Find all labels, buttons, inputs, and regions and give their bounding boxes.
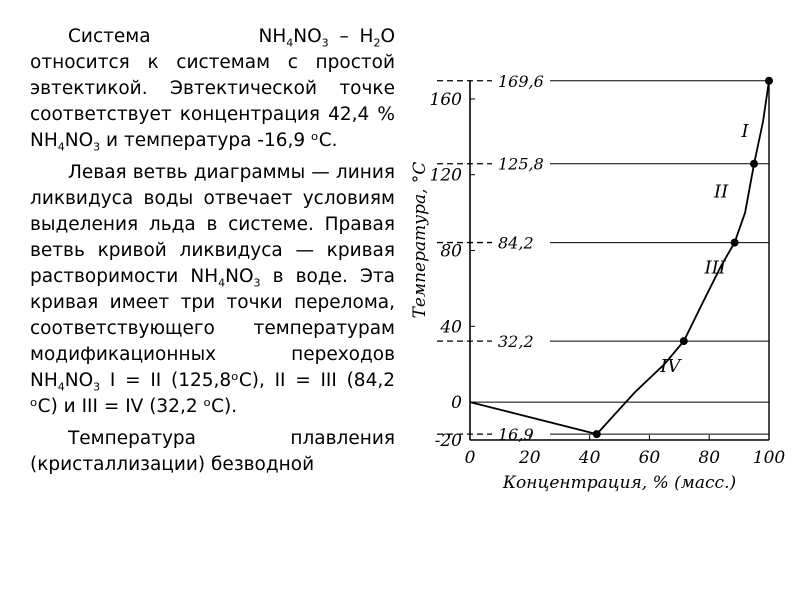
- text-span: I = II (125,8ᵒС), II = III (84,2 ᵒС) и III = IV (32,2 ᵒС).: [30, 370, 395, 417]
- y-tick-label: 160: [429, 89, 462, 110]
- x-axis-label: Концентрация, % (масс.): [502, 473, 737, 493]
- text-span: ᵒС.: [311, 130, 338, 151]
- y-tick-label: 120: [429, 165, 462, 186]
- data-point: [593, 430, 601, 438]
- data-point: [680, 337, 688, 345]
- paragraph-2: [30, 160, 395, 420]
- formula-nh4no3: $NH_4NO_3$: [258, 26, 329, 50]
- x-tick-label: 80: [698, 448, 721, 468]
- text-span: и температура -16,9: [100, 130, 312, 151]
- reference-label: 84,2: [498, 233, 534, 253]
- phase-diagram-chart: [395, 70, 790, 510]
- x-tick-label: 100: [752, 448, 786, 468]
- y-axis-label: Температура, °С: [410, 161, 430, 319]
- text-span: Левая ветвь диаграммы — линия ликвидуса воды отвечает условиям выделения льда в системе. Правая ветвь кривой ликвидуса — кривая растворимости: [30, 162, 395, 287]
- data-point: [750, 160, 758, 168]
- data-point: [731, 239, 739, 247]
- data-point: [765, 77, 773, 85]
- formula-h2o: $H_2O$: [359, 26, 395, 50]
- paragraph-1: [30, 24, 395, 154]
- y-tick-label: 80: [440, 241, 462, 262]
- text-span: в воде. Эта кривая имеет три точки перелома, соответствующего температурам модификационных переходов: [30, 266, 395, 365]
- formula-nh4no3: $NH_4NO_3$: [30, 130, 101, 154]
- phase-region-label: II: [714, 181, 729, 203]
- y-tick-label: 40: [440, 317, 462, 338]
- phase-region-label: III: [704, 257, 726, 279]
- x-tick-label: 60: [638, 448, 661, 468]
- text-span: Система: [68, 26, 151, 47]
- phase-region-label: I: [741, 120, 749, 142]
- explanatory-text: [30, 24, 395, 484]
- x-tick-label: 0: [464, 448, 476, 468]
- reference-label: 16,9: [498, 425, 534, 445]
- formula-nh4no3: $NH_4NO_3$: [30, 370, 101, 394]
- y-tick-label: 0: [451, 393, 462, 414]
- reference-label: 32,2: [498, 332, 534, 352]
- paragraph-3: [30, 426, 395, 478]
- text-span: Температура плавления (кристаллизации) безводной: [30, 428, 395, 475]
- reference-label: 169,6: [498, 71, 544, 91]
- chart-labels: [659, 121, 749, 377]
- reference-label: 125,8: [498, 154, 544, 174]
- formula-nh4no3: $NH_4NO_3$: [190, 266, 261, 290]
- x-tick-label: 20: [518, 448, 541, 468]
- y-tick-label: -20: [434, 431, 462, 451]
- x-tick-label: 40: [578, 448, 601, 468]
- text-span: относится к системам с простой эвтектикой. Эвтектической точке соответствует концентрация 42,4 %: [30, 52, 395, 125]
- text-span: –: [328, 26, 360, 47]
- phase-region-label: IV: [660, 355, 681, 377]
